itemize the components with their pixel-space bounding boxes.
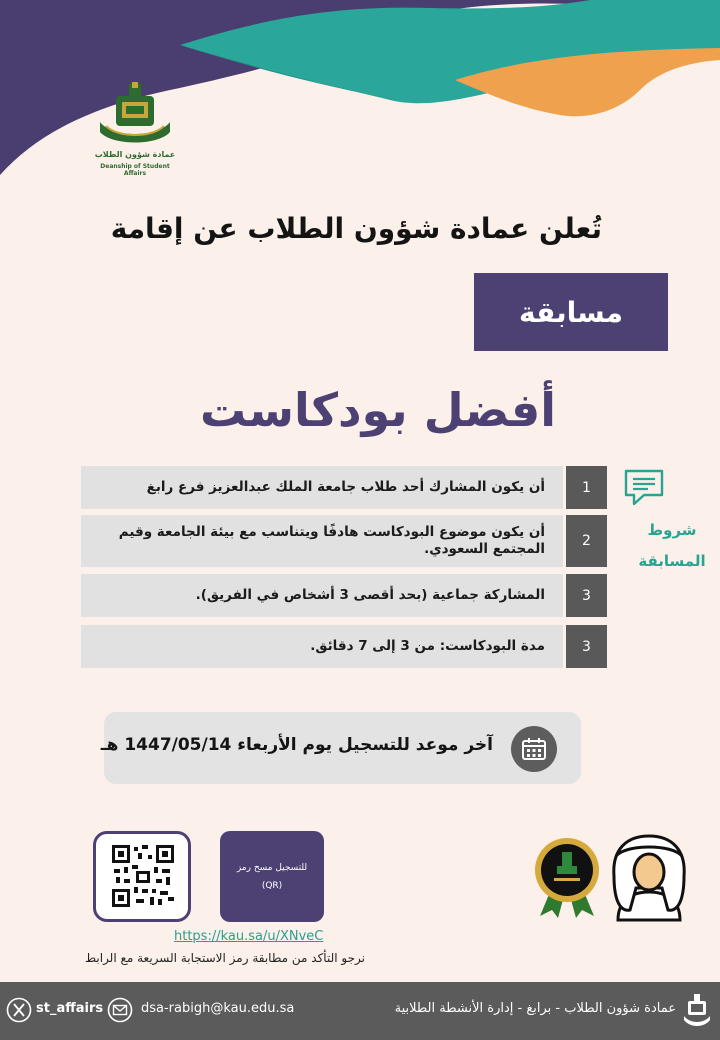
footer-logo-icon — [682, 992, 712, 1028]
logo-arabic-text: عمادة شؤون الطلاب — [94, 150, 176, 159]
rule-number-4: 3 — [566, 625, 607, 668]
rule-text-2: أن يكون موضوع البودكاست هادفًا ويتناسب مع بيئة الجامعة وقيم المجتمع السعودي. — [81, 515, 563, 567]
footer — [0, 982, 720, 1040]
conditions-title-line1: شروط — [647, 521, 697, 539]
rule-number-3: 3 — [566, 574, 607, 617]
twitter-x-icon[interactable] — [6, 997, 32, 1023]
qr-label-line2: (QR) — [261, 880, 283, 891]
rule-number-2: 2 — [566, 515, 607, 567]
qr-code-image — [112, 845, 174, 907]
avatar — [608, 830, 690, 922]
rule-number-1: 1 — [566, 466, 607, 509]
link-note: نرجو التأكد من مطابقة رمز الاستجابة السريعة مع الرابط — [85, 951, 365, 965]
rule-text-3: المشاركة جماعية (بحد أقصى 3 أشخاص في الفريق). — [81, 574, 563, 617]
university-logo — [92, 82, 178, 186]
conditions-title-line2: المسابقة — [638, 552, 706, 570]
chat-icon — [622, 468, 666, 508]
qr-label — [220, 831, 324, 922]
competition-chip: مسابقة — [474, 273, 668, 351]
rule-text-4: مدة البودكاست: من 3 إلى 7 دقائق. — [81, 625, 563, 668]
rule-text-1: أن يكون المشارك أحد طلاب جامعة الملك عبدالعزيز فرع رابغ — [81, 466, 563, 509]
logo-emblem-icon — [92, 82, 178, 148]
logo-english-text: Deanship of Student Affairs — [100, 163, 170, 177]
qr-label-line1: للتسجيل مسح رمز — [236, 862, 308, 873]
email-icon — [107, 997, 133, 1023]
conditions-title — [626, 515, 718, 577]
deadline-box — [100, 712, 581, 784]
deadline-text: آخر موعد للتسجيل يوم الأربعاء 1447/05/14 هـ — [100, 735, 493, 755]
social-handle[interactable]: st_affairs — [36, 1001, 104, 1016]
contact-email[interactable]: dsa-rabigh@kau.edu.sa — [141, 1001, 295, 1016]
footer-org-name: عمادة شؤون الطلاب - برابغ - إدارة الأنشطة الطلابية — [394, 1001, 676, 1016]
page-headline: تُعلن عمادة شؤون الطلاب عن إقامة — [110, 212, 602, 245]
registration-link[interactable]: https://kau.sa/u/XNveC — [174, 929, 324, 944]
qr-code[interactable] — [93, 831, 191, 922]
calendar-icon — [511, 726, 557, 772]
contest-title: أفضل بودكاست — [200, 383, 556, 437]
award-badge-icon — [532, 836, 602, 918]
